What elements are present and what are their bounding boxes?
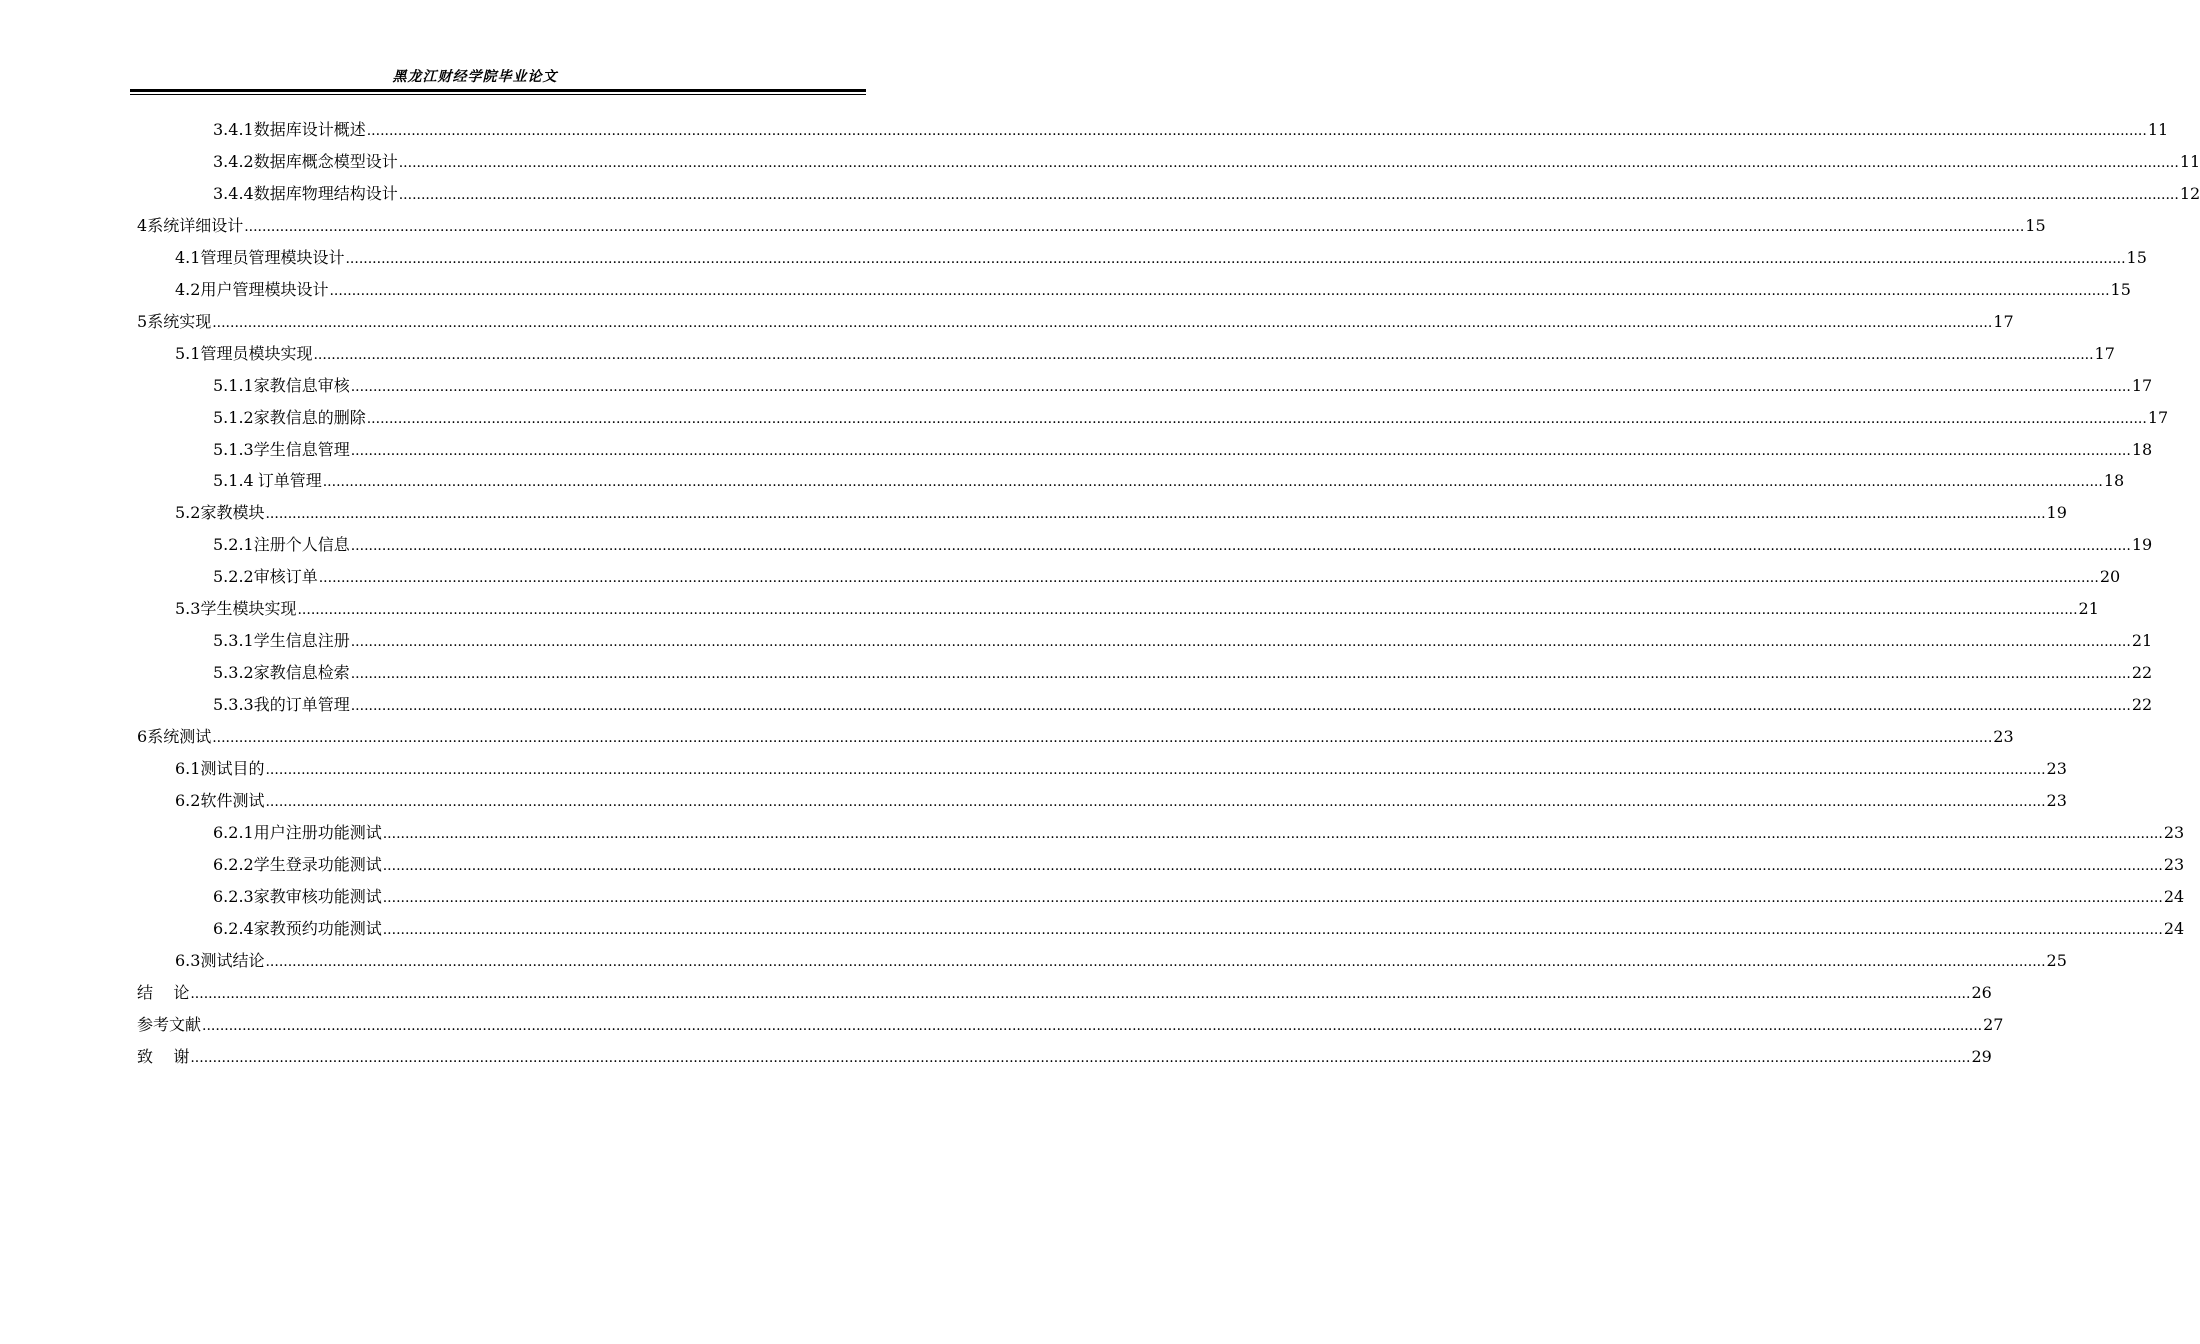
toc-entry[interactable] [0,114,2169,146]
toc-entry-number: 6.2.4 [213,918,254,938]
toc-entry-number: 3.4.1 [213,120,254,139]
toc-entry-number: 4 [137,215,148,235]
toc-entry-page-number: 22 [2131,695,2153,715]
toc-entry-number: 5.1.1 [213,375,254,395]
toc-entry[interactable] [0,657,2153,689]
toc-entry-title: 学生登录功能测试 [253,854,382,874]
toc-entry-number: 5 [137,311,148,331]
toc-entry-title: 家教预约功能测试 [253,918,382,938]
toc-entry-page-number: 24 [2163,886,2185,906]
toc-entry-page-number: 18 [2131,439,2153,459]
toc-entry-number: 6.1 [175,759,201,778]
toc-entry-number: 6.2.3 [213,886,254,906]
toc-entry-page-number: 23 [2046,790,2067,810]
toc-entry[interactable] [0,753,2067,785]
toc-entry-page-number: 15 [2025,215,2046,235]
toc-entry-page-number: 29 [1971,1046,1992,1066]
toc-dot-leader: ................................................................................................................................................................................................................................................................................................................................................................................................................ [366,123,2147,139]
toc-entry-number: 3.4.2 [213,151,254,171]
toc-entry-number: 5.2.1 [213,535,254,555]
toc-entry-title: 系统测试 [147,727,212,747]
toc-entry-page-number: 19 [2131,535,2153,555]
toc-entry-page-number: 18 [2103,471,2125,491]
toc-dot-leader: ................................................................................................................................................................................................................................................................................................................................................................................................................ [190,985,1971,1002]
toc-dot-leader: ................................................................................................................................................................................................................................................................................................................................................................................................................ [190,1049,1971,1066]
toc-entry-title: 参考文献 [137,1014,202,1034]
toc-entry-page-number: 23 [1993,727,2014,747]
toc-entry[interactable] [0,274,2131,306]
toc-entry-page-number: 27 [1983,1014,2004,1034]
toc-dot-leader: ................................................................................................................................................................................................................................................................................................................................................................................................................ [382,921,2163,938]
toc-entry-number: 5.3.1 [213,631,254,651]
toc-entry-page-number: 17 [2131,375,2153,395]
toc-entry-title: 用户注册功能测试 [253,822,382,842]
toc-entry-page-number: 17 [2147,407,2169,427]
toc-entry-page-number: 12 [2179,183,2200,203]
toc-dot-leader: ................................................................................................................................................................................................................................................................................................................................................................................................................ [212,314,1993,331]
toc-entry-title: 用户管理模块设计 [200,279,329,299]
toc-entry[interactable] [0,529,2153,561]
toc-dot-leader: ................................................................................................................................................................................................................................................................................................................................................................................................................ [265,953,2046,970]
toc-entry-page-number: 11 [2179,151,2200,171]
toc-dot-leader: ................................................................................................................................................................................................................................................................................................................................................................................................................ [366,410,2147,427]
toc-dot-leader: ................................................................................................................................................................................................................................................................................................................................................................................................................ [212,730,1993,747]
toc-entry-number: 6.3 [175,950,201,970]
toc-entry[interactable] [0,593,2099,625]
toc-dot-leader: ................................................................................................................................................................................................................................................................................................................................................................................................................ [382,825,2163,842]
toc-entry[interactable] [0,1009,2004,1041]
toc-entry-title: 家教信息检索 [253,663,350,683]
toc-entry-page-number: 23 [2046,759,2067,778]
toc-entry[interactable] [0,210,2046,242]
toc-entry-number: 5.1.4 [213,471,254,491]
toc-dot-leader: ................................................................................................................................................................................................................................................................................................................................................................................................................ [297,602,2078,619]
toc-entry[interactable] [0,689,2153,721]
toc-dot-leader: ................................................................................................................................................................................................................................................................................................................................................................................................................ [350,378,2131,395]
toc-entry-title: 致 谢 [137,1046,190,1066]
toc-entry-title: 系统实现 [147,311,212,331]
toc-entry-page-number: 26 [1971,982,1992,1002]
toc-entry-page-number: 17 [2094,343,2115,363]
toc-dot-leader: ................................................................................................................................................................................................................................................................................................................................................................................................................ [345,250,2126,267]
header-rule-thick [130,89,866,92]
toc-dot-leader: ................................................................................................................................................................................................................................................................................................................................................................................................................ [265,793,2046,810]
toc-dot-leader: ................................................................................................................................................................................................................................................................................................................................................................................................................ [265,762,2046,778]
toc-entry[interactable] [0,881,2185,913]
toc-entry-title: 注册个人信息 [253,535,350,555]
toc-entry-title: 测试结论 [200,950,265,970]
toc-entry-title: 结 论 [137,982,190,1002]
toc-entry[interactable] [0,945,2067,977]
toc-entry-title: 软件测试 [200,790,265,810]
toc-dot-leader: ................................................................................................................................................................................................................................................................................................................................................................................................................ [350,698,2131,715]
toc-entry-number: 6.2.1 [213,822,254,842]
toc-entry-page-number: 23 [2163,822,2185,842]
toc-entry[interactable] [0,849,2185,881]
toc-entry-title: 数据库设计概述 [253,120,366,139]
toc-entry-title: 管理员管理模块设计 [200,247,345,267]
toc-entry-title: 学生信息注册 [253,631,350,651]
toc-dot-leader: ................................................................................................................................................................................................................................................................................................................................................................................................................ [350,634,2131,651]
toc-entry-number: 6 [137,727,148,747]
toc-entry[interactable] [0,977,1992,1009]
running-header-title: 黑龙江财经学院毕业论文 [392,69,558,85]
toc-entry[interactable] [0,625,2153,657]
toc-entry-title: 订单管理 [257,471,322,491]
toc-entry-page-number: 11 [2147,120,2169,139]
toc-entry-number: 6.2.2 [213,854,254,874]
toc-entry-number: 6.2 [175,790,201,810]
toc-entry[interactable] [0,402,2169,434]
toc-entry-number: 5.3.2 [213,663,254,683]
toc-entry-title: 家教信息的删除 [253,407,366,427]
toc-entry-page-number: 15 [2110,279,2131,299]
toc-entry-number: 5.3 [175,599,201,619]
toc-entry[interactable] [0,242,2147,274]
toc-dot-leader: ................................................................................................................................................................................................................................................................................................................................................................................................................ [322,474,2103,491]
toc-entry-page-number: 21 [2078,599,2099,619]
toc-entry-page-number: 19 [2046,503,2067,523]
toc-entry[interactable] [0,497,2067,529]
toc-entry[interactable] [0,817,2185,849]
toc-entry[interactable] [0,721,2014,753]
toc-entry[interactable] [0,146,2200,178]
toc-entry[interactable] [0,785,2067,817]
toc-entry-title: 学生模块实现 [200,599,297,619]
toc-entry-number: 5.2.2 [213,567,254,587]
toc-entry-page-number: 20 [2099,567,2121,587]
toc-dot-leader: ................................................................................................................................................................................................................................................................................................................................................................................................................ [329,282,2110,299]
toc-entry-number: 5.2 [175,503,201,523]
toc-entry-title: 审核订单 [253,567,318,587]
toc-entry-page-number: 21 [2131,631,2153,651]
toc-entry[interactable] [0,338,2115,370]
toc-dot-leader: ................................................................................................................................................................................................................................................................................................................................................................................................................ [313,346,2094,363]
toc-entry-title: 系统详细设计 [147,215,244,235]
toc-dot-leader: ................................................................................................................................................................................................................................................................................................................................................................................................................ [265,506,2046,523]
toc-entry-title: 学生信息管理 [253,439,350,459]
toc-entry-title: 测试目的 [200,759,265,778]
toc-entry-page-number: 22 [2131,663,2153,683]
toc-entry[interactable] [0,561,2121,593]
toc-entry-page-number: 25 [2046,950,2067,970]
toc-entry-title: 我的订单管理 [253,695,350,715]
toc-dot-leader: ................................................................................................................................................................................................................................................................................................................................................................................................................ [318,570,2099,587]
toc-entry-page-number: 15 [2126,247,2147,267]
toc-entry[interactable] [0,913,2185,945]
toc-dot-leader: ................................................................................................................................................................................................................................................................................................................................................................................................................ [350,666,2131,683]
toc-entry[interactable] [0,1041,1992,1073]
toc-dot-leader: ................................................................................................................................................................................................................................................................................................................................................................................................................ [382,889,2163,906]
toc-entry-number: 3.4.4 [213,183,254,203]
toc-entry-page-number: 24 [2163,918,2185,938]
toc-entry-page-number: 17 [1993,311,2014,331]
toc-entry[interactable] [0,370,2153,402]
toc-dot-leader: ................................................................................................................................................................................................................................................................................................................................................................................................................ [382,857,2163,874]
toc-entry[interactable] [0,434,2153,466]
toc-dot-leader: ................................................................................................................................................................................................................................................................................................................................................................................................................ [398,154,2179,171]
toc-entry[interactable] [0,306,2014,338]
toc-entry-number: 5.3.3 [213,695,254,715]
toc-entry-title: 家教审核功能测试 [253,886,382,906]
toc-dot-leader: ................................................................................................................................................................................................................................................................................................................................................................................................................ [350,442,2131,459]
toc-entry-title: 家教模块 [200,503,265,523]
toc-dot-leader: ................................................................................................................................................................................................................................................................................................................................................................................................................ [350,538,2131,555]
toc-entry-number: 4.2 [175,279,201,299]
toc-dot-leader: ................................................................................................................................................................................................................................................................................................................................................................................................................ [398,186,2179,203]
toc-entry-number: 5.1.2 [213,407,254,427]
toc-entry[interactable] [0,178,2200,210]
toc-dot-leader: ................................................................................................................................................................................................................................................................................................................................................................................................................ [244,218,2025,235]
toc-entry-title: 数据库物理结构设计 [253,183,398,203]
toc-entry-title: 家教信息审核 [253,375,350,395]
toc-entry-number: 5.1 [175,343,201,363]
toc-entry[interactable] [0,465,2125,497]
toc-entry-title: 管理员模块实现 [200,343,313,363]
toc-dot-leader: ................................................................................................................................................................................................................................................................................................................................................................................................................ [202,1017,1983,1034]
toc-entry-title: 数据库概念模型设计 [253,151,398,171]
toc-entry-page-number: 23 [2163,854,2185,874]
toc-entry-number: 5.1.3 [213,439,254,459]
toc-entry-number: 4.1 [175,247,201,267]
header-rule-thin [130,94,866,95]
